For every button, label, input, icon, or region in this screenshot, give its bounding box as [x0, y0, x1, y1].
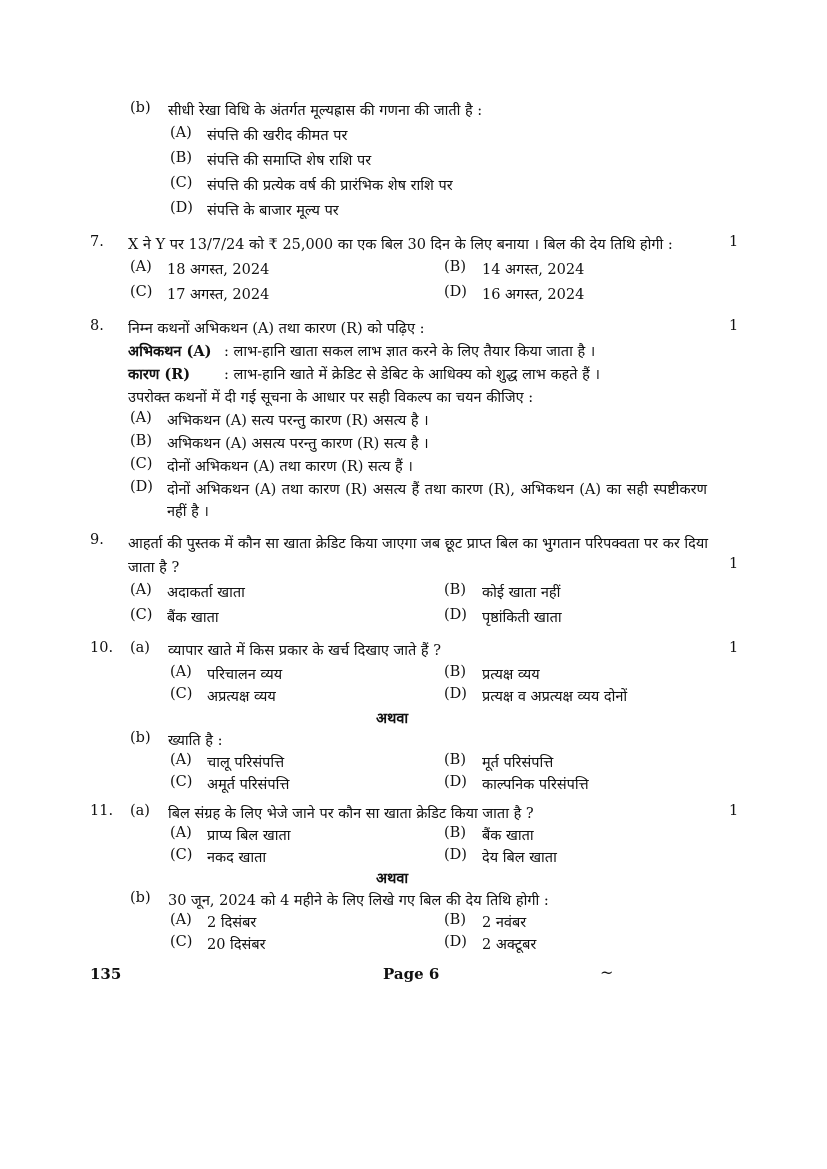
option-text: प्राप्य बिल खाता [207, 828, 291, 844]
question-number: 8. [90, 318, 104, 334]
option-label: (D) [444, 686, 467, 702]
assertion-label: अभिकथन (A) [128, 343, 212, 360]
option-text: अमूर्त परिसंपत्ति [207, 777, 290, 793]
option-text: 14 अगस्त, 2024 [482, 262, 585, 278]
part-a-text: व्यापार खाते में किस प्रकार के खर्च दिखाए जाते हैं ? [168, 643, 442, 659]
option-text: 16 अगस्त, 2024 [482, 287, 585, 303]
option-text: चालू परिसंपत्ति [207, 755, 285, 771]
option-text: काल्पनिक परिसंपत्ति [482, 777, 589, 793]
q6b-text: सीधी रेखा विधि के अंतर्गत मूल्यह्रास की गणना की जाती है : [168, 103, 483, 119]
option-label: (D) [130, 479, 153, 495]
reason-text: : लाभ-हानि खाते में क्रेडिट से डेबिट के आधिक्य को शुद्ध लाभ कहते हैं । [224, 367, 600, 383]
option-label: (B) [444, 259, 466, 275]
option-text: मूर्त परिसंपत्ति [482, 755, 554, 771]
marks: 1 [729, 318, 739, 334]
option-text: परिचालन व्यय [207, 667, 283, 683]
or-divider: अथवा [376, 710, 409, 727]
part-b-text: 30 जून, 2024 को 4 महीने के लिए लिखे गए बिल की देय तिथि होगी : [168, 893, 549, 909]
option-label: (A) [170, 664, 192, 680]
part-b-text: ख्याति है : [168, 733, 223, 749]
option-text: अप्रत्यक्ष व्यय [207, 689, 276, 705]
question-number: 9. [90, 532, 104, 548]
option-label: (B) [444, 752, 466, 768]
question-text: X ने Y पर 13/7/24 को ₹ 25,000 का एक बिल 30 दिन के लिए बनाया । बिल की देय तिथि होगी : [128, 237, 673, 253]
option-text: अदाकर्ता खाता [167, 585, 245, 601]
question-number: 7. [90, 234, 104, 250]
part-a-label: (a) [130, 640, 150, 656]
marks: 1 [729, 234, 739, 250]
option-label: (B) [170, 150, 192, 166]
option-label: (C) [130, 607, 153, 623]
question-number: 10. [90, 640, 114, 656]
option-label: (A) [170, 825, 192, 841]
option-label: (C) [170, 686, 193, 702]
option-text: दोनों अभिकथन (A) तथा कारण (R) सत्य हैं । [167, 459, 413, 475]
option-label: (C) [130, 456, 153, 472]
option-label: (A) [170, 912, 192, 928]
option-label: (C) [130, 284, 153, 300]
part-a-label: (a) [130, 803, 150, 819]
paper-code: 135 [90, 965, 122, 983]
instruction-text: उपरोक्त कथनों में दी गई सूचना के आधार पर सही विकल्प का चयन कीजिए : [128, 390, 534, 406]
option-text: संपत्ति की समाप्ति शेष राशि पर [207, 153, 372, 169]
option-label: (A) [170, 125, 192, 141]
option-text: दोनों अभिकथन (A) तथा कारण (R) असत्य हैं तथा कारण (R), अभिकथन (A) का सही स्पष्टीकरण नहीं है । [167, 482, 707, 520]
option-text: पृष्ठांकिती खाता [482, 610, 562, 626]
option-label: (B) [444, 664, 466, 680]
option-label: (D) [444, 607, 467, 623]
option-label: (D) [444, 774, 467, 790]
option-label: (A) [130, 582, 152, 598]
marks: 1 [729, 803, 739, 819]
option-label: (B) [130, 433, 152, 449]
option-text: बैंक खाता [482, 828, 534, 844]
option-text: 20 दिसंबर [207, 937, 266, 953]
or-divider: अथवा [376, 870, 409, 887]
option-text: 18 अगस्त, 2024 [167, 262, 270, 278]
option-text: कोई खाता नहीं [482, 585, 561, 601]
question-number: 11. [90, 803, 114, 819]
option-label: (C) [170, 934, 193, 950]
option-text: प्रत्यक्ष व अप्रत्यक्ष व्यय दोनों [482, 689, 628, 705]
option-label: (B) [444, 912, 466, 928]
marks: 1 [729, 556, 739, 572]
option-text: 17 अगस्त, 2024 [167, 287, 270, 303]
part-b-label: (b) [130, 890, 151, 906]
option-label: (C) [170, 774, 193, 790]
option-label: (D) [444, 284, 467, 300]
part-a-text: बिल संग्रह के लिए भेजे जाने पर कौन सा खाता क्रेडिट किया जाता है ? [168, 806, 534, 822]
part-b-label: (b) [130, 730, 151, 746]
option-label: (C) [170, 175, 193, 191]
option-text: देय बिल खाता [482, 850, 557, 866]
option-text: संपत्ति की खरीद कीमत पर [207, 128, 348, 144]
option-text: संपत्ति की प्रत्येक वर्ष की प्रारंभिक शेष राशि पर [207, 178, 453, 194]
option-text: 2 दिसंबर [207, 915, 257, 931]
option-text: बैंक खाता [167, 610, 219, 626]
marks: 1 [729, 640, 739, 656]
assertion-text: : लाभ-हानि खाता सकल लाभ ज्ञात करने के लिए तैयार किया जाता है । [224, 344, 596, 360]
option-label: (D) [170, 200, 193, 216]
footer-mark: ~ [600, 963, 614, 982]
option-text: अभिकथन (A) सत्य परन्तु कारण (R) असत्य है । [167, 413, 429, 429]
option-label: (C) [170, 847, 193, 863]
option-label: (B) [444, 825, 466, 841]
option-text: 2 अक्टूबर [482, 937, 537, 953]
option-label: (A) [130, 259, 152, 275]
option-text: अभिकथन (A) असत्य परन्तु कारण (R) सत्य है । [167, 436, 429, 452]
option-text: नकद खाता [207, 850, 267, 866]
question-text: आहर्ता की पुस्तक में कौन सा खाता क्रेडिट किया जाएगा जब छूट प्राप्त बिल का भुगतान परिपक्वता पर कर दिया जाता है ? [128, 536, 708, 576]
option-label: (D) [444, 847, 467, 863]
question-text: निम्न कथनों अभिकथन (A) तथा कारण (R) को पढ़िए : [128, 321, 425, 337]
option-text: 2 नवंबर [482, 915, 527, 931]
option-text: प्रत्यक्ष व्यय [482, 667, 540, 683]
option-label: (A) [170, 752, 192, 768]
q6b-label: (b) [130, 100, 151, 116]
option-text: संपत्ति के बाजार मूल्य पर [207, 203, 339, 219]
reason-label: कारण (R) [128, 366, 191, 383]
option-label: (D) [444, 934, 467, 950]
page-number: Page 6 [383, 965, 440, 983]
option-label: (B) [444, 582, 466, 598]
option-label: (A) [130, 410, 152, 426]
